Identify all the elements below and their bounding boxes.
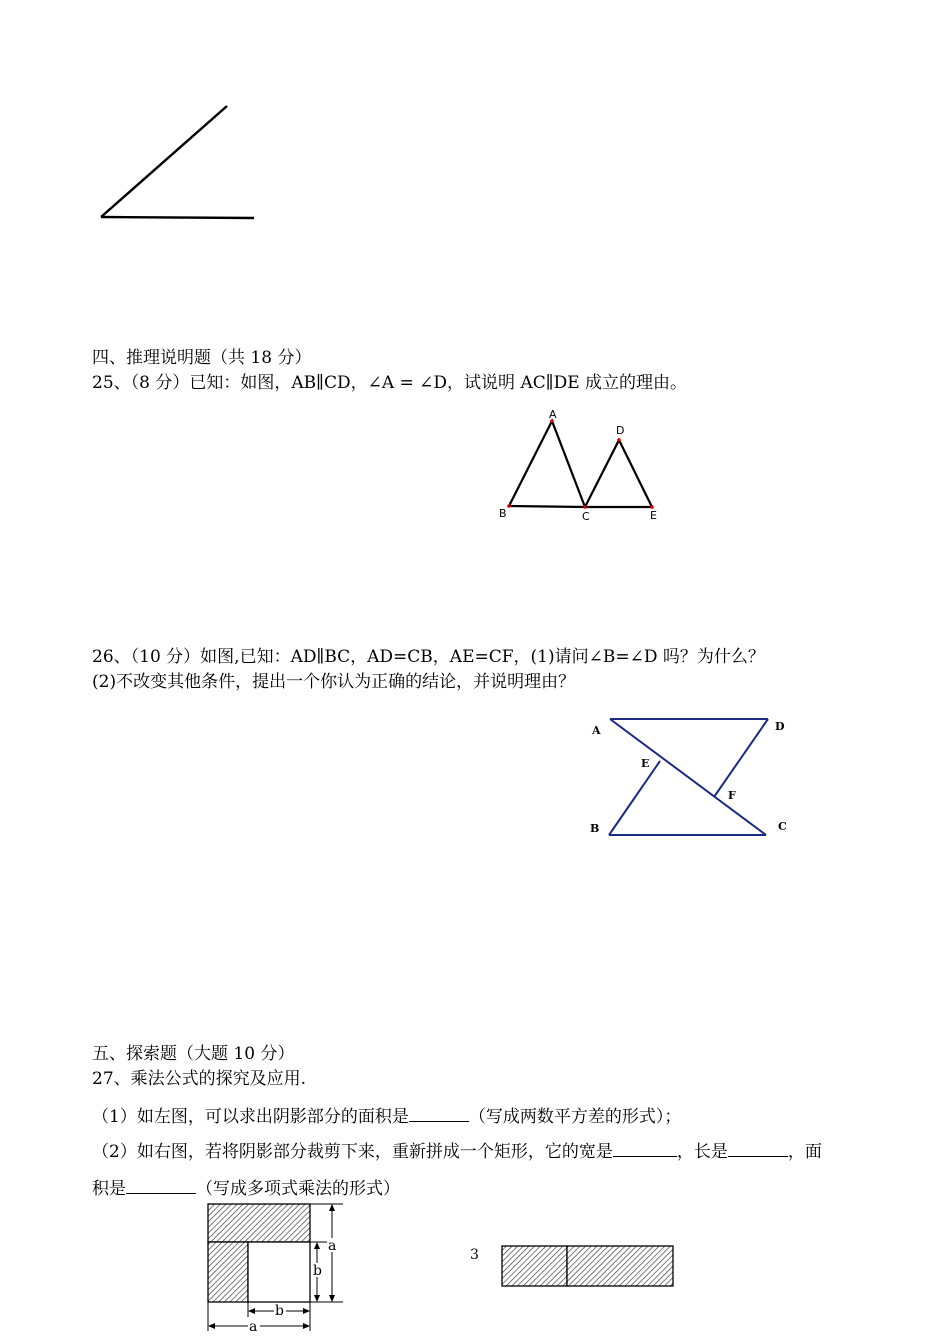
square-difference-figure	[195, 1195, 360, 1344]
q27-1-prefix: （1）如左图，可以求出阴影部分的面积是	[92, 1107, 409, 1127]
label-e: E	[641, 757, 650, 770]
q27-1-suffix: （写成两数平方差的形式）；	[468, 1107, 682, 1127]
label-b: B	[590, 822, 600, 835]
label-a: A	[592, 724, 601, 737]
q27-2-middle: ，长是	[676, 1142, 728, 1162]
arrow-b-bottom	[314, 1295, 320, 1302]
arrow-a-top	[329, 1204, 335, 1211]
label-d: D	[616, 424, 625, 437]
q27-3-prefix: 积是	[92, 1179, 126, 1199]
shaded-top-strip	[208, 1204, 310, 1242]
q27-3-suffix: （写成多项式乘法的形式）	[196, 1179, 400, 1199]
q27-2-prefix: （2）如右图，若将阴影部分裁剪下来，重新拼成一个矩形，它的宽是	[92, 1142, 613, 1162]
angle-ray-lower	[101, 217, 254, 218]
triangle-cde	[585, 440, 652, 507]
segment-df	[714, 719, 768, 797]
angle-ray-upper	[101, 106, 227, 217]
label-f: F	[728, 789, 736, 802]
rearranged-rectangle-figure	[495, 1240, 680, 1295]
section-four-title: 四、推理说明题（共 18 分）	[92, 348, 312, 368]
parallelogram-figure-26	[580, 710, 810, 845]
label-e: E	[650, 509, 657, 522]
arrow-bb-left	[248, 1308, 255, 1314]
shaded-left-strip	[208, 1242, 248, 1302]
unshaded-square	[248, 1242, 310, 1302]
answer-blank-area[interactable]	[409, 1105, 469, 1122]
label-a-bottom: a	[249, 1319, 258, 1335]
section-five-title: 五、探索题（大题 10 分）	[92, 1044, 295, 1064]
label-a: A	[549, 408, 557, 421]
label-d: D	[775, 720, 785, 733]
question-25: 25、（8 分）已知：如图，AB∥CD，∠A = ∠D，试说明 AC∥DE 成立的理由。	[92, 373, 688, 393]
point-c	[583, 505, 587, 509]
answer-blank-length[interactable]	[728, 1140, 788, 1157]
rearranged-rect-right	[567, 1246, 673, 1286]
angle-figure	[0, 0, 950, 300]
triangle-figure-25	[490, 405, 670, 530]
segment-ac	[610, 719, 766, 835]
arrow-ab-right	[303, 1323, 310, 1329]
question-27: 27、乘法公式的探究及应用.	[92, 1069, 307, 1089]
segment-bc	[509, 506, 585, 507]
question-26-line-2: (2)不改变其他条件，提出一个你认为正确的结论，并说明理由？	[92, 672, 576, 692]
question-27-part-2	[92, 1140, 822, 1163]
answer-blank-width[interactable]	[613, 1140, 677, 1157]
q27-2-suffix: ，面	[787, 1142, 822, 1162]
point-d	[617, 438, 621, 442]
segment-be	[609, 761, 660, 835]
rearranged-rect-left	[502, 1246, 567, 1286]
page-number: 3	[470, 1247, 479, 1263]
arrow-ab-left	[208, 1323, 215, 1329]
point-b	[507, 504, 511, 508]
question-27-part-1	[92, 1105, 681, 1128]
label-b-bottom: b	[275, 1303, 284, 1319]
arrow-a-bottom	[329, 1295, 335, 1302]
answer-blank-product[interactable]	[126, 1177, 196, 1194]
label-c: C	[582, 510, 590, 523]
arrow-bb-right	[303, 1308, 310, 1314]
label-c: C	[778, 820, 787, 833]
label-b: B	[499, 507, 507, 520]
arrow-b-top	[314, 1242, 320, 1249]
question-26-line-1: 26、（10 分）如图,已知：AD∥BC，AD=CB，AE=CF，(1)请问∠B=∠D 吗？为什么？	[92, 647, 765, 667]
label-b-right: b	[313, 1263, 322, 1279]
triangle-abc	[509, 421, 585, 507]
label-a-right: a	[328, 1238, 337, 1254]
